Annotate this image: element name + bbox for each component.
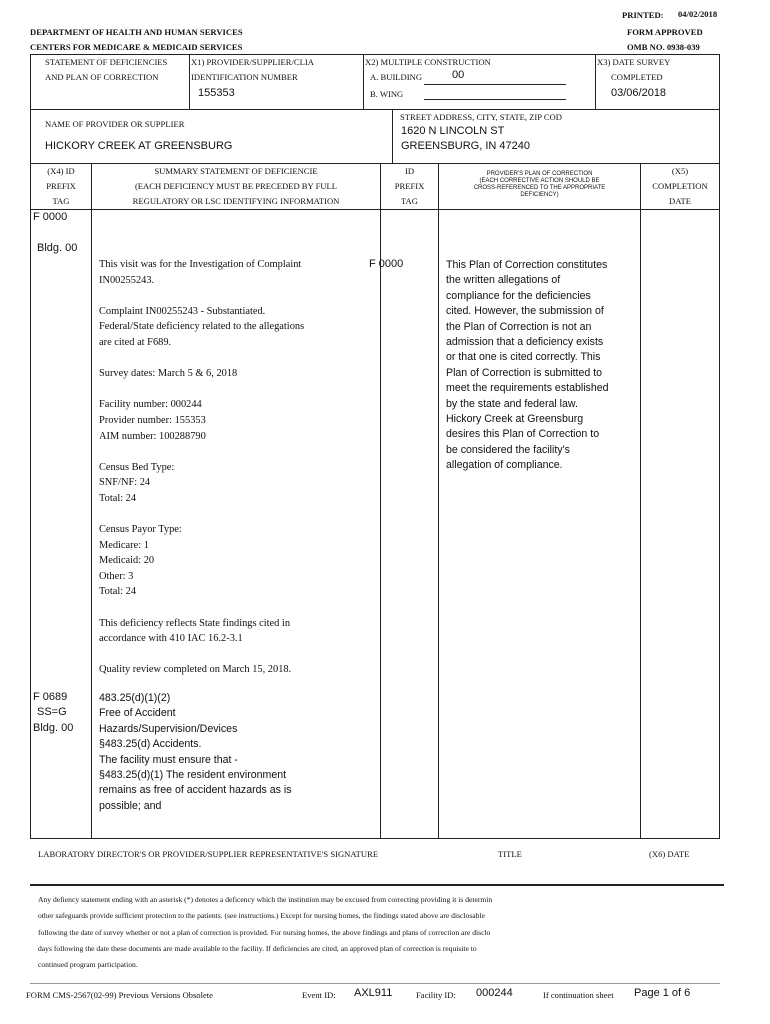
statement-label-1: STATEMENT OF DEFICIENCIES	[45, 57, 168, 67]
footnote-line-1: Any defiency statement ending with an asterisk (*) denotes a deficency which the institution may be excused from correcting providing it is determin	[38, 895, 493, 904]
building-value: 00	[452, 69, 465, 81]
provider-id-value: 155353	[198, 87, 235, 99]
provider-name-value: HICKORY CREEK AT GREENSBURG	[45, 140, 233, 152]
x1-label-2: IDENTIFICATION NUMBER	[191, 72, 298, 82]
address-line-2: GREENSBURG, IN 47240	[401, 140, 530, 152]
scope-severity: SS=G	[37, 706, 67, 718]
id-label: ID	[404, 166, 415, 176]
completion-label: COMPLETION	[652, 181, 708, 191]
footnote-line-3: following the date of survey whether or not a plan of correction is provided. For nursing homes, the above findings and plans of correction are disclo	[38, 928, 491, 937]
building-label: A. BUILDING	[370, 72, 423, 82]
printed-date: 04/02/2018	[678, 9, 718, 19]
tag-f0689: F 0689	[33, 691, 68, 703]
summary-header-2: (EACH DEFICIENCY MUST BE PRECEDED BY FULL	[134, 181, 338, 191]
summary-header-3: REGULATORY OR LSC IDENTIFYING INFORMATION	[132, 196, 340, 206]
x4-tag-label: TAG	[52, 196, 70, 206]
summary-f0000: This visit was for the Investigation of Complaint IN00255243. Complaint IN00255243 - Substantiated. Federal/State deficiency related to the allegations are cited at F689. Survey dates: March 5 & 6, 2018 Facility number: 000244 Provider number: 155353 AIM number: 100288790 Census Bed Type: SNF/NF: 24 Total: 24 Census Payor Type: Medicare: 1 Medicaid: 20 Other: 3 Total: 24 This deficiency reflects State findings cited in accordance with 410 IAC 16.2-3.1 Quality review completed on March 15, 2018.	[99, 259, 305, 676]
plan-header-2: (EACH CORRECTIVE ACTION SHOULD BE	[479, 178, 600, 184]
footnote-line-2: other safeguards provide sufficient protection to the patients. (see instructions.) Except for nursing homes, the findings stated above are disclosable	[38, 911, 485, 920]
x3-label-1: X3) DATE SURVEY	[597, 57, 671, 67]
id-tag-f0000: F 0000	[369, 258, 404, 270]
x5-label: (X5)	[671, 166, 689, 176]
footnote-line-4: days following the date these documents are made available to the facility. If deficiencies are cited, an approved plan of correction is requisite to	[38, 944, 477, 953]
id-prefix-label: PREFIX	[394, 181, 425, 191]
date-survey-completed: 03/06/2018	[611, 87, 667, 99]
department-title: DEPARTMENT OF HEALTH AND HUMAN SERVICES	[30, 27, 243, 37]
summary-f0689: 483.25(d)(1)(2) Free of Accident Hazards/Supervision/Devices §483.25(d) Accidents. The facility must ensure that - §483.25(d)(1) The resident environment remains as free of accident hazards as is possible; and	[99, 692, 292, 812]
omb-number: OMB NO. 0938-039	[627, 42, 700, 52]
x3-label-2: COMPLETED	[611, 72, 663, 82]
form-cms-label: FORM CMS-2567(02-99) Previous Versions Obsolete	[26, 990, 213, 1000]
event-id-label: Event ID:	[302, 990, 336, 1000]
x2-label: X2) MULTIPLE CONSTRUCTION	[365, 57, 491, 67]
plan-header-1: PROVIDER'S PLAN OF CORRECTION	[486, 171, 593, 177]
printed-label: PRINTED:	[622, 10, 664, 20]
date-label: DATE	[669, 196, 691, 206]
bldg-00-f0689: Bldg. 00	[33, 722, 74, 734]
plan-header-4: DEFICIENCY)	[520, 192, 559, 198]
x6-date-label: (X6) DATE	[649, 849, 690, 859]
event-id-value: AXL911	[354, 987, 393, 999]
page-number: Page 1 of 6	[634, 987, 691, 999]
plan-header-3: CROSS-REFERENCED TO THE APPROPRIATE	[473, 185, 606, 191]
signature-label: LABORATORY DIRECTOR'S OR PROVIDER/SUPPLIER REPRESENTATIVE'S SIGNATURE	[38, 849, 379, 859]
address-line-1: 1620 N LINCOLN ST	[401, 125, 505, 137]
facility-id-label: Facility ID:	[416, 990, 456, 1000]
bldg-00: Bldg. 00	[37, 242, 78, 254]
footnote-line-5: continued program participation.	[38, 960, 138, 969]
id-tag-label: TAG	[401, 196, 418, 206]
centers-title: CENTERS FOR MEDICARE & MEDICAID SERVICES	[30, 42, 243, 52]
address-label: STREET ADDRESS, CITY, STATE, ZIP COD	[400, 112, 562, 122]
continuation-label: If continuation sheet	[543, 990, 614, 1000]
statement-label-2: AND PLAN OF CORRECTION	[45, 72, 159, 82]
form-approved: FORM APPROVED	[627, 27, 703, 37]
wing-label: B. WING	[370, 89, 404, 99]
facility-id-value: 000244	[476, 987, 513, 999]
x1-label-1: X1) PROVIDER/SUPPLIER/CLIA	[191, 57, 314, 67]
summary-header-1: SUMMARY STATEMENT OF DEFICIENCIE	[154, 166, 318, 176]
x4-id-label: (X4) ID	[47, 166, 75, 176]
title-label: TITLE	[498, 849, 522, 859]
provider-name-label: NAME OF PROVIDER OR SUPPLIER	[45, 119, 185, 129]
x4-prefix-label: PREFIX	[46, 181, 76, 191]
tag-f0000: F 0000	[33, 211, 68, 223]
plan-of-correction-f0000: This Plan of Correction constitutes the written allegations of compliance for the deficiencies cited. However, the submission of the Plan of Correction is not an admission that a deficiency exists or that one is cited correctly. This Plan of Correction is submitted to meet the requirements established by the state and federal law. Hickory Creek at Greensburg desires this Plan of Correction to be considered the facility's allegation of compliance.	[446, 259, 609, 472]
